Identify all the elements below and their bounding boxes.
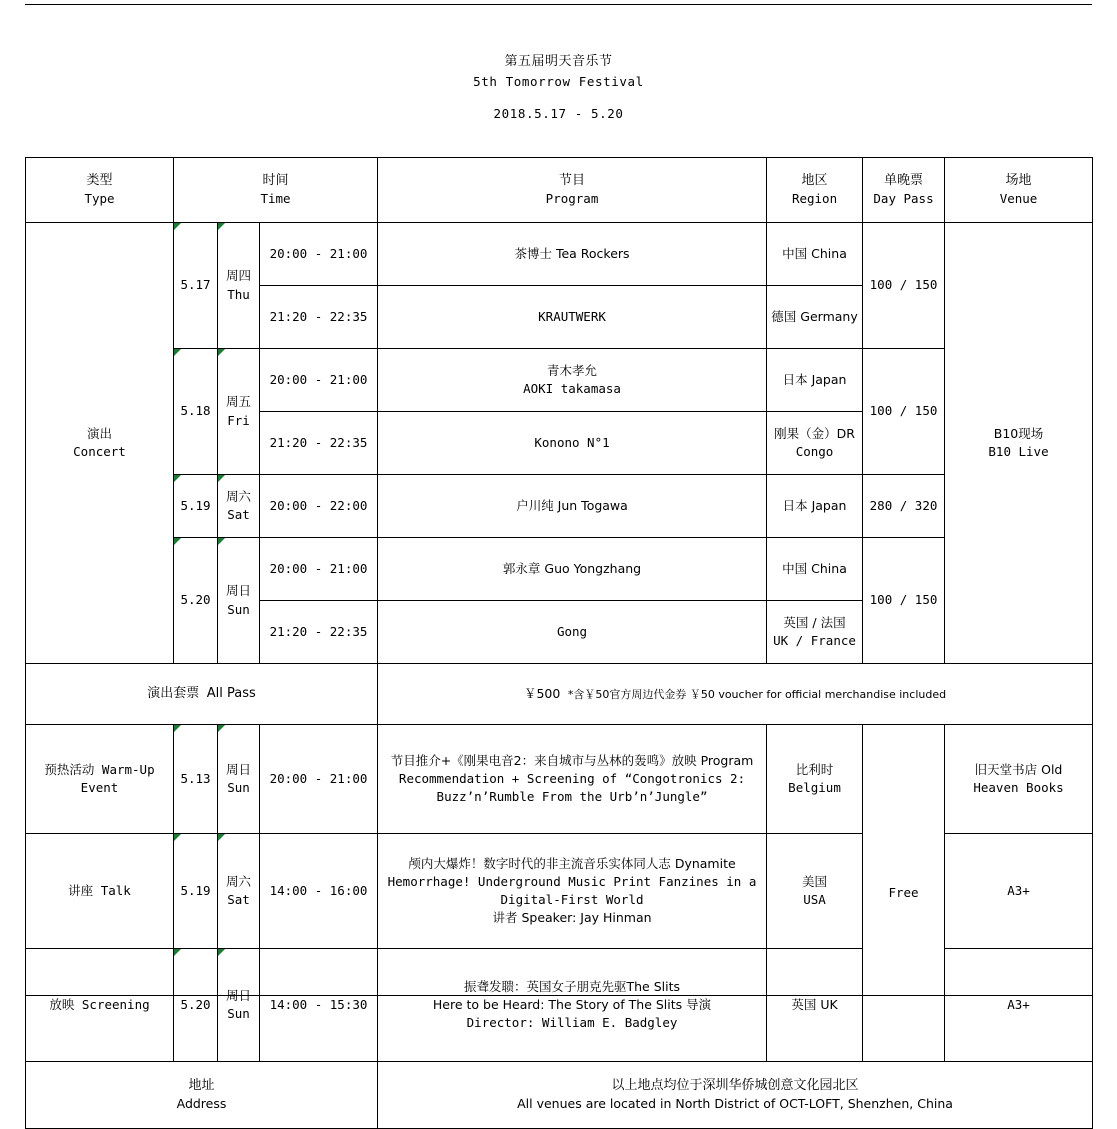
header-program: 节目 Program <box>378 158 767 223</box>
cell-program: 节目推介+《刚果电音2：来自城市与丛林的轰鸣》放映 Program Recommendation + Screening of “Congotronics 2: Buzz’n’Rumble From the Urb’n’Jungle” <box>378 725 767 834</box>
header-type: 类型 Type <box>26 158 174 223</box>
cell-type-concert: 演出 Concert <box>26 223 174 664</box>
top-rule <box>25 4 1092 5</box>
cell-region: 日本 Japan <box>767 475 863 538</box>
document-title-block <box>0 52 1117 123</box>
table-row <box>26 475 1093 538</box>
cell-program: 茶博士 Tea Rockers <box>378 223 767 286</box>
address-label: 地址 Address <box>26 1062 378 1129</box>
cell-time: 21:20 - 22:35 <box>260 412 378 475</box>
all-pass-value: ￥500 *含￥50官方周边代金券 ￥50 voucher for official merchandise included <box>378 664 1093 725</box>
cell-date: 5.20 <box>174 538 218 664</box>
all-pass-label: 演出套票 All Pass <box>26 664 378 725</box>
cell-weekday: 周五 Fri <box>218 349 260 475</box>
cell-weekday: 周日 Sun <box>218 949 260 1062</box>
cell-region: 比利时 Belgium <box>767 725 863 834</box>
cell-time: 21:20 - 22:35 <box>260 601 378 664</box>
table-header-row <box>26 158 1093 223</box>
header-region: 地区 Region <box>767 158 863 223</box>
cell-date: 5.17 <box>174 223 218 349</box>
address-value: 以上地点均位于深圳华侨城创意文化园北区 All venues are located in North District of OCT-LOFT, Shenzhen, China <box>378 1062 1093 1129</box>
cell-day-pass: 100 / 150 <box>863 223 945 349</box>
cell-program: 户川纯 Jun Togawa <box>378 475 767 538</box>
cell-date: 5.13 <box>174 725 218 834</box>
festival-dates: 2018.5.17 - 5.20 <box>493 105 624 121</box>
cell-day-pass-free: Free <box>863 725 945 1062</box>
cell-program: 青木孝允 AOKI takamasa <box>378 349 767 412</box>
cell-weekday: 周日 Sun <box>218 538 260 664</box>
cell-type-screening: 放映 Screening <box>26 949 174 1062</box>
cell-weekday: 周日 Sun <box>218 725 260 834</box>
cell-time: 20:00 - 21:00 <box>260 349 378 412</box>
cell-program: 郭永章 Guo Yongzhang <box>378 538 767 601</box>
cell-time: 20:00 - 21:00 <box>260 725 378 834</box>
cell-region: 日本 Japan <box>767 349 863 412</box>
table-row <box>26 725 1093 834</box>
cell-date: 5.18 <box>174 349 218 475</box>
cell-weekday: 周六 Sat <box>218 834 260 949</box>
cell-type-talk: 讲座 Talk <box>26 834 174 949</box>
cell-time: 14:00 - 15:30 <box>260 949 378 1062</box>
cell-time: 14:00 - 16:00 <box>260 834 378 949</box>
cell-date: 5.19 <box>174 475 218 538</box>
cell-time: 20:00 - 21:00 <box>260 538 378 601</box>
cell-venue: A3+ <box>945 949 1093 1062</box>
cell-venue: A3+ <box>945 834 1093 949</box>
cell-venue: B10现场 B10 Live <box>945 223 1093 664</box>
cell-date: 5.20 <box>174 949 218 1062</box>
cell-region: 美国 USA <box>767 834 863 949</box>
header-venue: 场地 Venue <box>945 158 1093 223</box>
cell-weekday: 周六 Sat <box>218 475 260 538</box>
table-row <box>26 349 1093 412</box>
cell-time: 21:20 - 22:35 <box>260 286 378 349</box>
cell-program: 颅内大爆炸！数字时代的非主流音乐实体同人志 Dynamite Hemorrhage! Underground Music Print Fanzines in a Digital-First World 讲者 Speaker: Jay Hinman <box>378 834 767 949</box>
header-day-pass: 单晚票 Day Pass <box>863 158 945 223</box>
cell-region: 德国 Germany <box>767 286 863 349</box>
cell-type-warmup: 预热活动 Warm-Up Event <box>26 725 174 834</box>
schedule-table <box>25 157 1093 1129</box>
cell-region: 刚果（金）DR Congo <box>767 412 863 475</box>
title-english: 5th Tomorrow Festival <box>473 74 644 90</box>
cell-region: 中国 China <box>767 223 863 286</box>
header-time: 时间 Time <box>174 158 378 223</box>
cell-venue: 旧天堂书店 Old Heaven Books <box>945 725 1093 834</box>
cell-region: 英国 / 法国 UK / France <box>767 601 863 664</box>
cell-program: Gong <box>378 601 767 664</box>
table-row <box>26 538 1093 601</box>
cell-day-pass: 100 / 150 <box>863 538 945 664</box>
cell-time: 20:00 - 22:00 <box>260 475 378 538</box>
cell-program: KRAUTWERK <box>378 286 767 349</box>
cell-region: 中国 China <box>767 538 863 601</box>
all-pass-row <box>26 664 1093 725</box>
cell-date: 5.19 <box>174 834 218 949</box>
cell-time: 20:00 - 21:00 <box>260 223 378 286</box>
title-chinese: 第五届明天音乐节 <box>504 54 613 69</box>
cell-region: 英国 UK <box>767 949 863 1062</box>
cell-day-pass: 280 / 320 <box>863 475 945 538</box>
address-row <box>26 1062 1093 1129</box>
cell-weekday: 周四 Thu <box>218 223 260 349</box>
table-row <box>26 223 1093 286</box>
cell-program: Konono N°1 <box>378 412 767 475</box>
cell-program: 振聋发聩：英国女子朋克先驱The Slits Here to be Heard: The Story of The Slits 导演 Director: William E. Badgley <box>378 949 767 1062</box>
cell-day-pass: 100 / 150 <box>863 349 945 475</box>
